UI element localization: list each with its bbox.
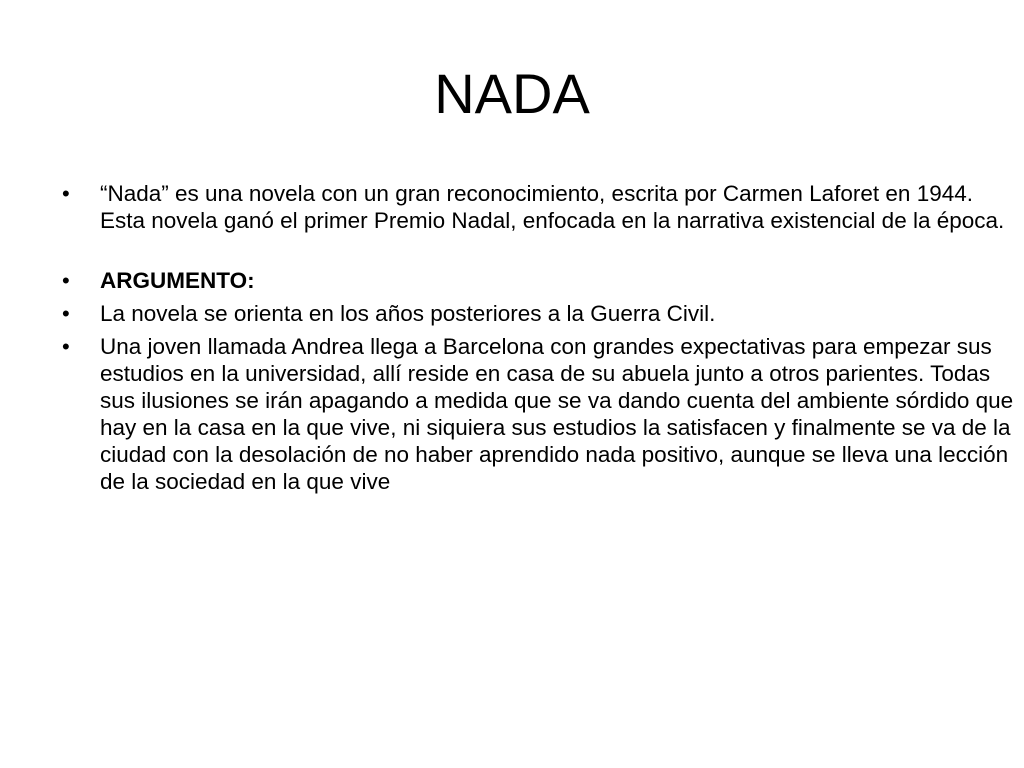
- bullet-dot-icon: •: [62, 301, 70, 326]
- bullet-text: La novela se orienta en los años posteriores a la Guerra Civil.: [100, 301, 716, 326]
- bullet-item-intro: [60, 180, 1020, 234]
- bullet-item-argumento: [60, 267, 1020, 294]
- slide-title: NADA: [434, 62, 590, 125]
- bullet-item-context: [60, 300, 1020, 327]
- bullet-text: Una joven llamada Andrea llega a Barcelona con grandes expectativas para empezar sus estudios en la universidad, allí reside en casa de su abuela junto a otros parientes. Todas sus ilusiones se irán apagando a medida que se va dando cuenta del ambiente sórdido que hay en la casa en la que vive, ni siquiera sus estudios la satisfacen y finalmente se va de la ciudad con la desolación de no haber aprendido nada positivo, aunque se lleva una lección de la sociedad en la que vive: [100, 334, 1014, 494]
- bullet-list: [60, 180, 1020, 501]
- bullet-heading: ARGUMENTO:: [100, 268, 255, 293]
- bullet-dot-icon: •: [62, 334, 70, 359]
- bullet-item-plot: [60, 333, 1020, 495]
- bullet-dot-icon: •: [62, 181, 70, 206]
- bullet-text: “Nada” es una novela con un gran reconocimiento, escrita por Carmen Laforet en 1944. Esta novela ganó el primer Premio Nadal, enfocada en la narrativa existencial de la época.: [100, 181, 1005, 233]
- bullet-dot-icon: •: [62, 268, 70, 293]
